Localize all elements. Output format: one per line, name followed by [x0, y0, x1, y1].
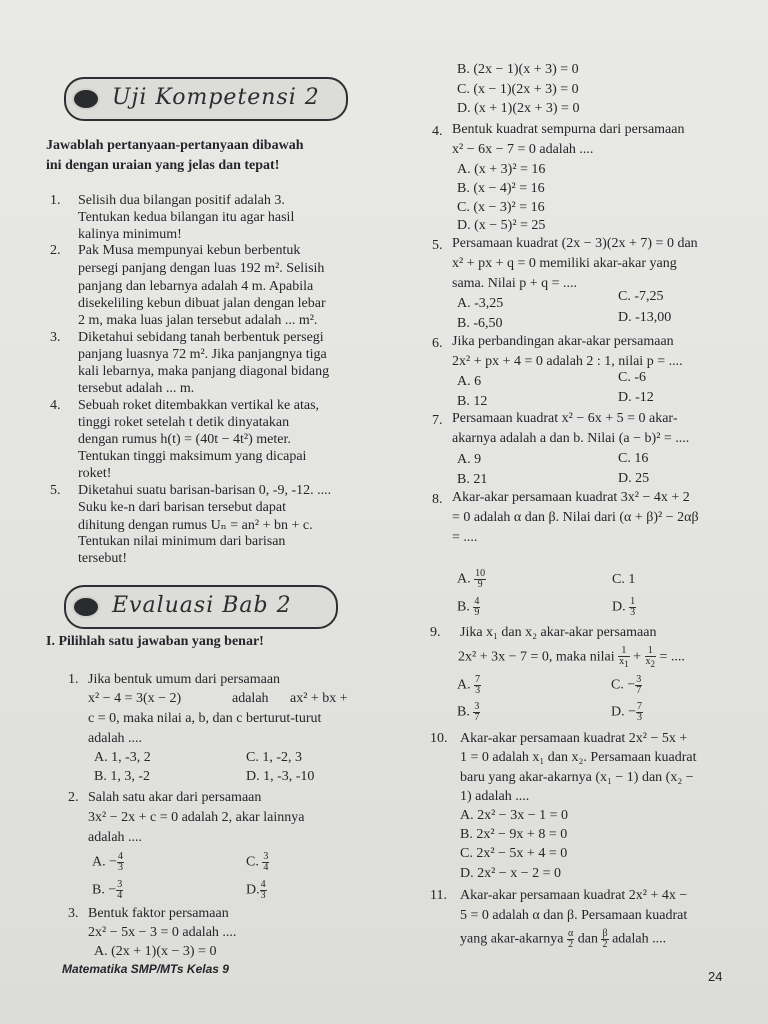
option-d: D. 1, -3, -10 — [246, 769, 315, 784]
option-b: B. 21 — [457, 472, 488, 487]
question-text: disekeliling kebun dibuat jalan dengan lebar — [78, 296, 326, 311]
question-text: Bentuk faktor persamaan — [88, 906, 229, 921]
banner-title: Evaluasi Bab 2 — [112, 593, 292, 618]
option-c: C. -6 — [618, 370, 646, 385]
instruction-line: Jawablah pertanyaan-pertanyaan dibawah — [46, 138, 304, 153]
question-number: 4. — [50, 398, 61, 413]
option-d: D. 25 — [618, 471, 650, 486]
page-number: 24 — [708, 969, 723, 984]
question-text: roket! — [78, 466, 112, 481]
option-d: D. -12 — [618, 390, 654, 405]
question-text: Jika perbandingan akar-akar persamaan — [452, 334, 674, 349]
question-text: Akar-akar persamaan kuadrat 2x² + 4x − — [460, 888, 688, 903]
question-text: Diketahui sebidang tanah berbentuk persegi — [78, 330, 324, 345]
option-c: C. 2x² − 5x + 4 = 0 — [460, 846, 568, 861]
question-number: 6. — [432, 336, 443, 351]
option-d: D. -13,00 — [618, 310, 672, 325]
option-a: A. 2x² − 3x − 1 = 0 — [460, 808, 568, 823]
question-text: dengan rumus h(t) = (40t − 4t²) meter. — [78, 432, 291, 447]
question-text: Salah satu akar dari persamaan — [88, 790, 262, 805]
option-c: C. 1, -2, 3 — [246, 750, 302, 765]
question-text: yang akar-akarnya $\frac{\alpha}{2}$ dan $\frac{\beta}{2}$ adalah .... — [460, 928, 667, 950]
book-title-footer: Matematika SMP/MTs Kelas 9 — [62, 962, 229, 976]
option-a: A. (x + 3)² = 16 — [457, 162, 546, 177]
option-b: B. (x − 4)² = 16 — [457, 181, 545, 196]
question-number: 11. — [430, 888, 447, 903]
question-text: kalinya minimum! — [78, 227, 182, 242]
option-d: D. $\frac{4}{3}$ — [246, 879, 266, 901]
question-text: baru yang akar-akarnya (x₁ − 1) dan (x₂ − — [460, 770, 694, 785]
uji-kompetensi-banner — [64, 77, 348, 121]
question-number: 1. — [50, 193, 61, 208]
option-c: C. -7,25 — [618, 289, 664, 304]
question-text: Sebuah roket ditembakkan vertikal ke atas, — [78, 398, 320, 413]
option-a: A. 6 — [457, 374, 482, 389]
question-number: 2. — [68, 790, 79, 805]
question-text: Suku ke-n dari barisan tersebut dapat — [78, 500, 286, 515]
question-number: 10. — [430, 731, 448, 746]
option-a: A. 1, -3, 2 — [94, 750, 151, 765]
question-text: sama. Nilai p + q = .... — [452, 276, 578, 291]
option-b: B. -6,50 — [457, 316, 503, 331]
question-text: Akar-akar persamaan kuadrat 3x² − 4x + 2 — [452, 490, 690, 505]
banner-bullet-icon — [72, 596, 100, 618]
option-d: D. − $\frac{7}{3}$ — [611, 701, 643, 723]
question-text: persegi panjang dengan luas 192 m². Selisih — [78, 261, 325, 276]
option-b: B. (2x − 1)(x + 3) = 0 — [457, 62, 579, 77]
option-b: B. 2x² − 9x + 8 = 0 — [460, 827, 568, 842]
question-text: 1 = 0 adalah x₁ dan x₂. Persamaan kuadrat — [460, 750, 697, 765]
option-b: B. $\frac{3}{7}$ — [457, 701, 480, 723]
instruction-line: ini dengan uraian yang jelas dan tepat! — [46, 158, 280, 173]
question-number: 5. — [50, 483, 61, 498]
question-text: Jika bentuk umum dari persamaan — [88, 672, 281, 687]
banner-bullet-icon — [72, 88, 100, 110]
question-text: c = 0, maka nilai a, b, dan c berturut-turut — [88, 711, 322, 726]
question-text: Selisih dua bilangan positif adalah 3. — [78, 193, 285, 208]
question-number: 3. — [68, 906, 79, 921]
question-number: 5. — [432, 238, 443, 253]
question-text: Diketahui suatu barisan-barisan 0, -9, -12. .... — [78, 483, 332, 498]
option-b: B. $\frac{4}{9}$ — [457, 596, 480, 618]
question-text: adalah .... — [88, 731, 143, 746]
question-text: Akar-akar persamaan kuadrat 2x² − 5x + — [460, 731, 688, 746]
question-text: kali lebarnya, maka panjang diagonal bidang — [78, 364, 330, 379]
question-text: Bentuk kuadrat sempurna dari persamaan — [452, 122, 685, 137]
option-d: D. (x + 1)(2x + 3) = 0 — [457, 101, 580, 116]
question-number: 9. — [430, 625, 441, 640]
question-number: 7. — [432, 413, 443, 428]
question-text: adalah .... — [88, 830, 143, 845]
question-number: 8. — [432, 492, 443, 507]
question-text: 5 = 0 adalah α dan β. Persamaan kuadrat — [460, 908, 688, 923]
option-a: A. 9 — [457, 452, 482, 467]
option-c: C. − $\frac{3}{7}$ — [611, 674, 642, 696]
question-text: x² − 6x − 7 = 0 adalah .... — [452, 142, 594, 157]
question-text: = .... — [452, 530, 478, 545]
question-text: tersebut! — [78, 551, 127, 566]
question-text: 2 m, maka luas jalan tersebut adalah ... m². — [78, 313, 318, 328]
question-text: tersebut adalah ... m. — [78, 381, 195, 396]
banner-title: Uji Kompetensi 2 — [112, 85, 320, 110]
question-text: Persamaan kuadrat x² − 6x + 5 = 0 akar- — [452, 411, 678, 426]
option-c: C. (x − 1)(2x + 3) = 0 — [457, 82, 579, 97]
question-text: 2x² + 3x − 7 = 0, maka nilai $\frac{1}{x_1}$ + $\frac{1}{x_2}$ = .... — [458, 645, 685, 669]
question-text: 2x² − 5x − 3 = 0 adalah .... — [88, 925, 237, 940]
question-text: akarnya adalah a dan b. Nilai (a − b)² = .... — [452, 431, 690, 446]
question-number: 1. — [68, 672, 79, 687]
option-a: A. -3,25 — [457, 296, 504, 311]
question-number: 4. — [432, 124, 443, 139]
option-a: A. − $\frac{4}{3}$ — [92, 851, 124, 873]
option-b: B. 1, 3, -2 — [94, 769, 150, 784]
option-d: D. (x − 5)² = 25 — [457, 218, 546, 233]
option-d: D. $\frac{1}{3}$ — [612, 596, 636, 618]
option-a: A. $\frac{7}{3}$ — [457, 674, 481, 696]
question-text: panjang luasnya 72 m². Jika panjangnya tiga — [78, 347, 327, 362]
question-text: panjang dan lebarnya adalah 4 m. Apabila — [78, 279, 314, 294]
question-text: Tentukan tinggi maksimum yang dicapai — [78, 449, 307, 464]
question-text: ax² + bx + — [290, 691, 348, 706]
question-text: Jika x₁ dan x₂ akar-akar persamaan — [460, 625, 657, 640]
question-text: 3x² − 2x + c = 0 adalah 2, akar lainnya — [88, 810, 305, 825]
question-text: Pak Musa mempunyai kebun berbentuk — [78, 243, 301, 258]
question-text: 1) adalah .... — [460, 789, 530, 804]
option-a: A. (2x + 1)(x − 3) = 0 — [94, 944, 217, 959]
question-text: 2x² + px + 4 = 0 adalah 2 : 1, nilai p = .... — [452, 354, 683, 369]
question-text: x² + px + q = 0 memiliki akar-akar yang — [452, 256, 677, 271]
option-b: B. − $\frac{3}{4}$ — [92, 879, 123, 901]
question-text: tinggi roket setelah t detik dinyatakan — [78, 415, 290, 430]
option-c: C. 16 — [618, 451, 649, 466]
question-text: x² − 4 = 3(x − 2) — [88, 691, 182, 706]
question-text: Persamaan kuadrat (2x − 3)(2x + 7) = 0 dan — [452, 236, 698, 251]
question-text: adalah — [232, 691, 269, 706]
question-number: 2. — [50, 243, 61, 258]
question-text: Tentukan kedua bilangan itu agar hasil — [78, 210, 295, 225]
option-c: C. $\frac{3}{4}$ — [246, 851, 269, 873]
evaluasi-bab-banner — [64, 585, 338, 629]
option-b: B. 12 — [457, 394, 488, 409]
section-heading: I. Pilihlah satu jawaban yang benar! — [46, 634, 264, 649]
question-text: dihitung dengan rumus Uₙ = an² + bn + c. — [78, 518, 313, 533]
option-c: C. (x − 3)² = 16 — [457, 200, 545, 215]
question-text: = 0 adalah α dan β. Nilai dari (α + β)² − 2αβ — [452, 510, 699, 525]
question-number: 3. — [50, 330, 61, 345]
option-a: A. $\frac{10}{9}$ — [457, 568, 486, 590]
option-d: D. 2x² − x − 2 = 0 — [460, 866, 561, 881]
option-c: C. 1 — [612, 572, 636, 587]
question-text: Tentukan nilai minimum dari barisan — [78, 534, 286, 549]
